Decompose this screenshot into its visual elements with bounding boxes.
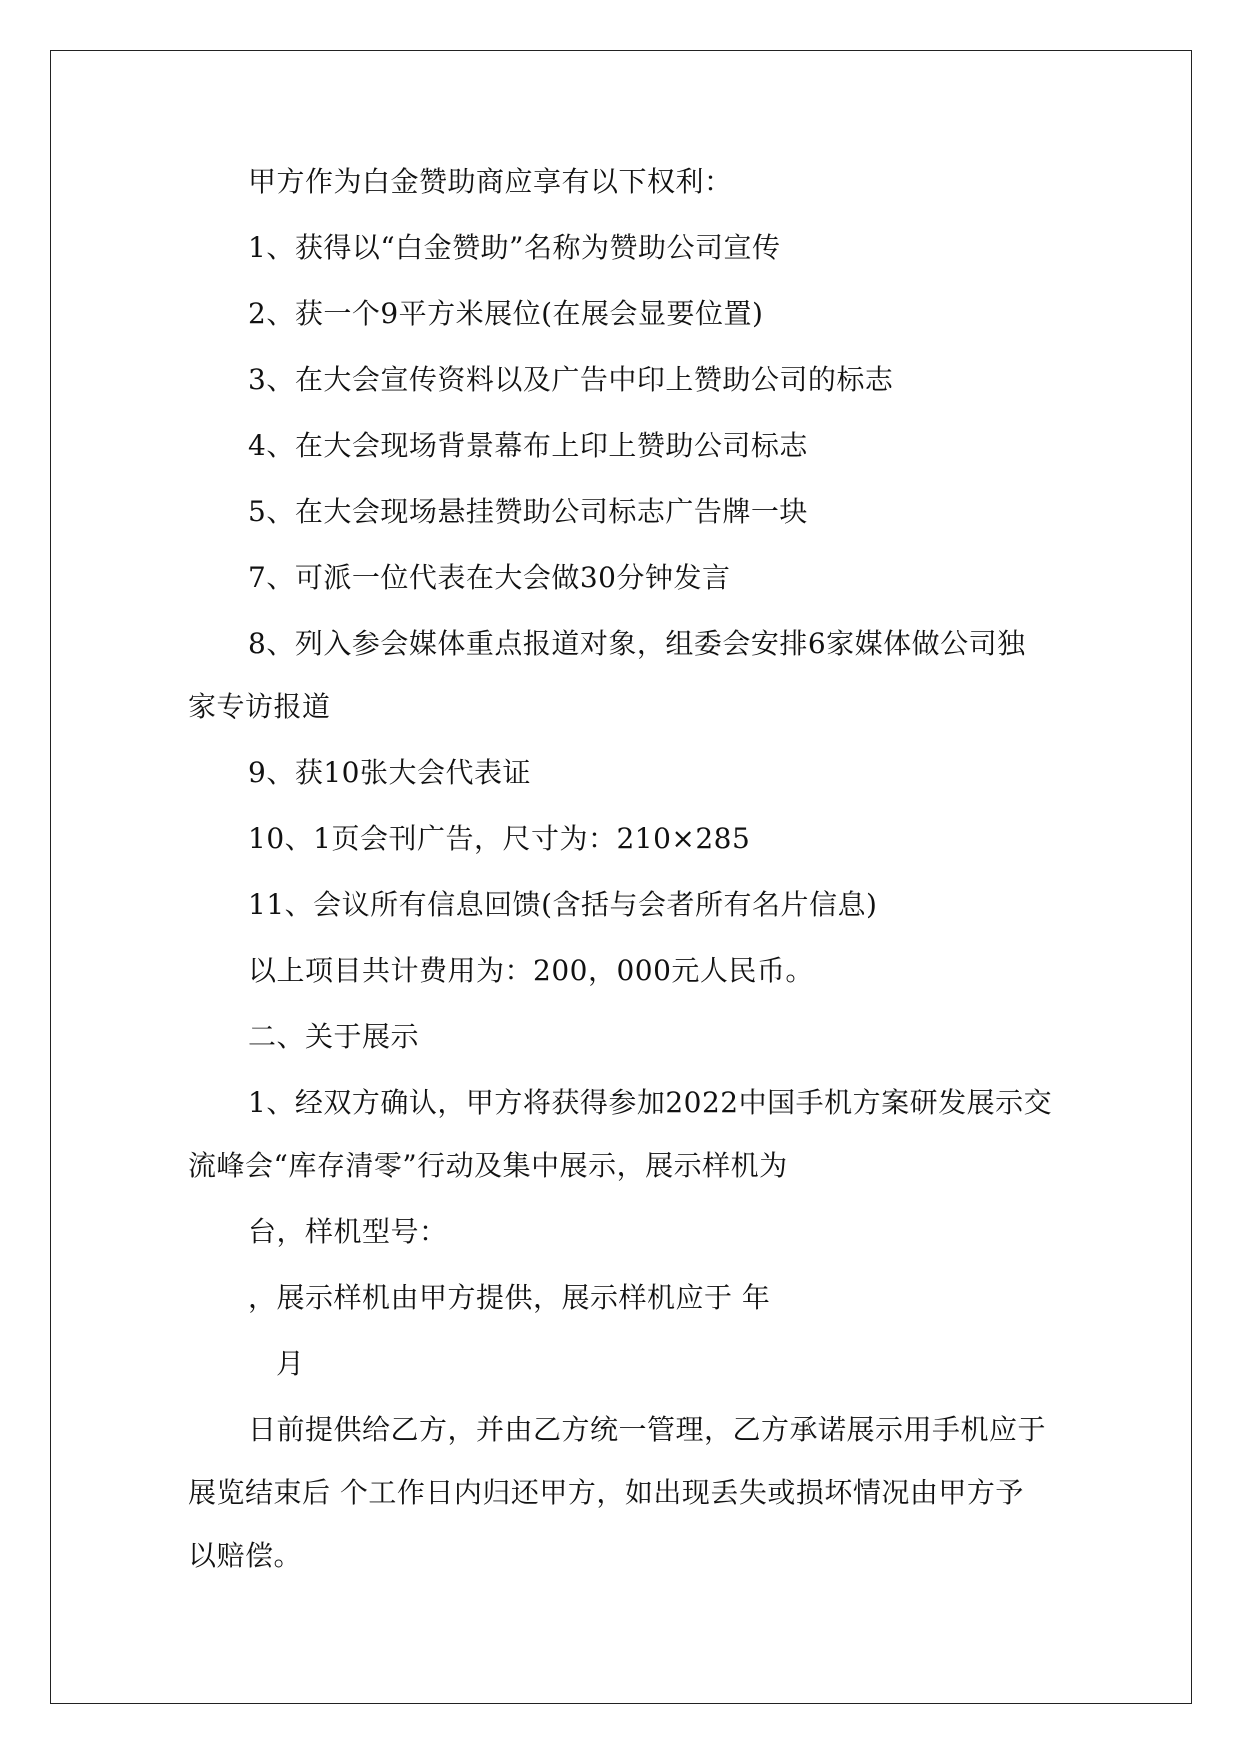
paragraph-line: 以赔偿。 [188, 1539, 303, 1572]
list-item: 9、获10张大会代表证 [248, 756, 531, 789]
paragraph-line: ，展示样机由甲方提供，展示样机应于 年 [248, 1281, 771, 1314]
paragraph-line: 展览结束后 个工作日内归还甲方，如出现丢失或损坏情况由甲方予 [188, 1476, 1024, 1509]
paragraph-line: 流峰会“库存清零”行动及集中展示，展示样机为 [188, 1149, 788, 1182]
list-item: 5、在大会现场悬挂赞助公司标志广告牌一块 [248, 495, 808, 528]
list-item: 3、在大会宣传资料以及广告中印上赞助公司的标志 [248, 363, 894, 396]
list-item: 1、获得以“白金赞助”名称为赞助公司宣传 [248, 231, 781, 264]
list-item-continuation: 家专访报道 [188, 690, 331, 723]
rights-intro: 甲方作为白金赞助商应享有以下权利： [248, 165, 733, 198]
list-item: 7、可派一位代表在大会做30分钟发言 [248, 561, 731, 594]
list-item: 10、1页会刊广告，尺寸为：210×285 [248, 822, 751, 855]
list-item: 11、会议所有信息回馈(含括与会者所有名片信息) [248, 888, 878, 921]
paragraph-line: 台，样机型号： [248, 1215, 448, 1248]
list-item: 4、在大会现场背景幕布上印上赞助公司标志 [248, 429, 808, 462]
section-heading: 二、关于展示 [248, 1020, 420, 1053]
paragraph-line: 1、经双方确认，甲方将获得参加2022中国手机方案研发展示交 [248, 1086, 1053, 1119]
paragraph-line: 日前提供给乙方，并由乙方统一管理，乙方承诺展示用手机应于 [248, 1413, 1047, 1446]
total-fee: 以上项目共计费用为：200，000元人民币。 [248, 954, 814, 987]
list-item: 8、列入参会媒体重点报道对象，组委会安排6家媒体做公司独 [248, 627, 1026, 660]
list-item: 2、获一个9平方米展位(在展会显要位置) [248, 297, 764, 330]
paragraph-line: 月 [276, 1347, 305, 1380]
